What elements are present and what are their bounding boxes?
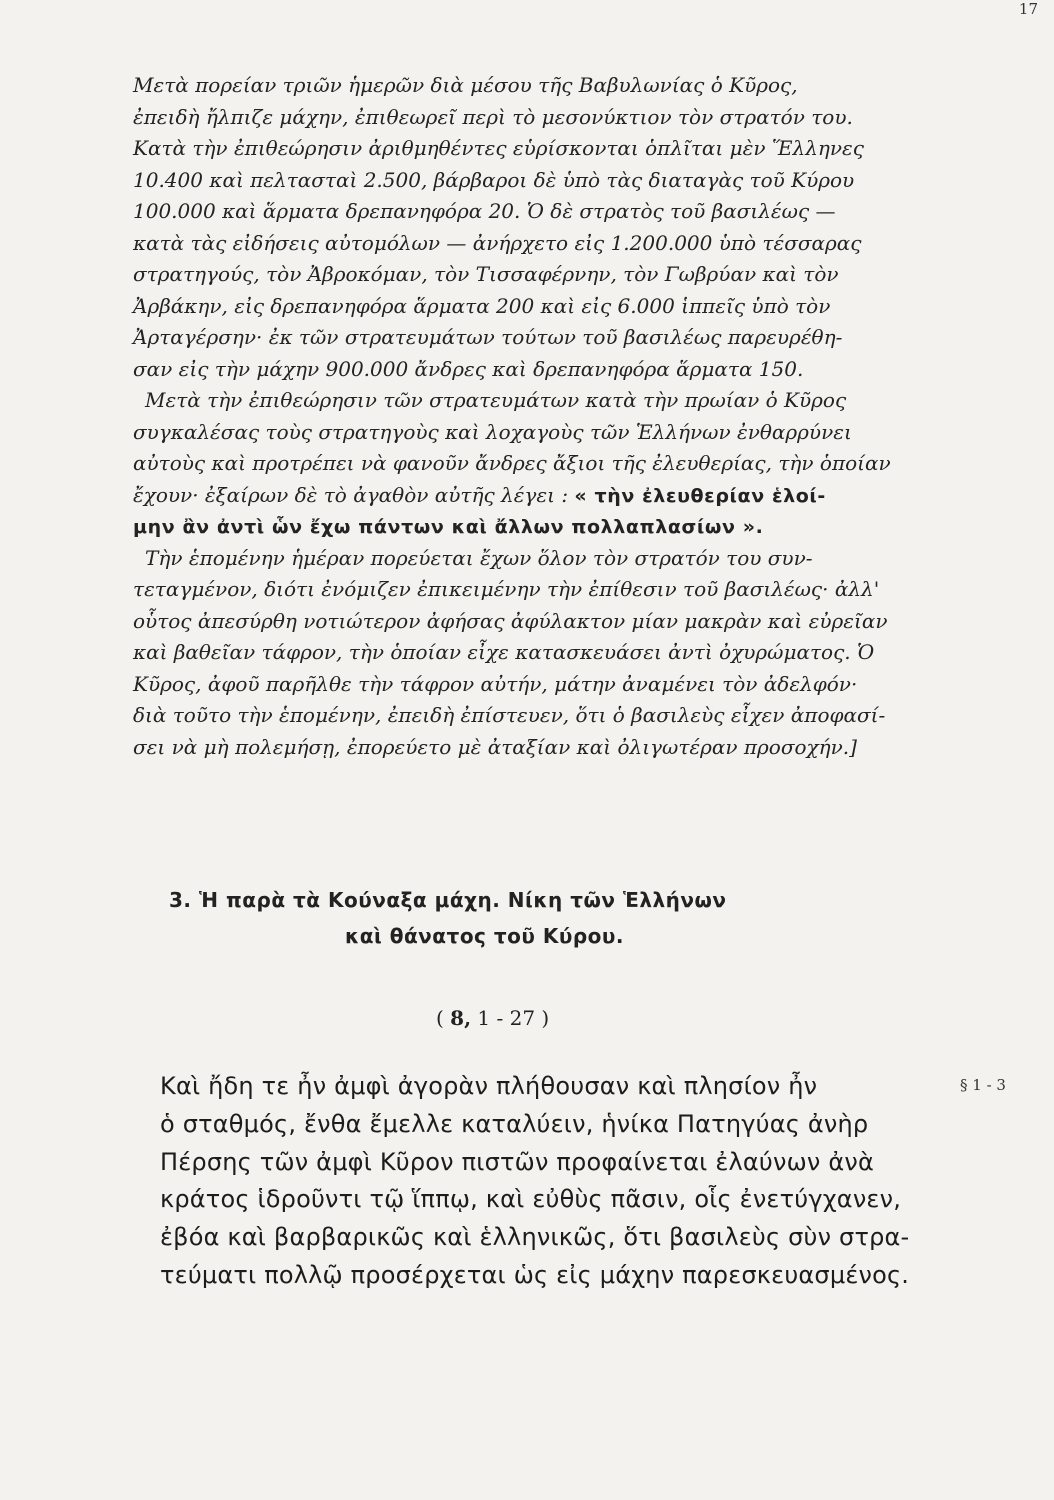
summary-line: Κατὰ τὴν ἐπιθεώρησιν ἀριθμηθέντες εὑρίσκονται ὁπλῖται μὲν Ἕλληνες xyxy=(133,136,864,160)
summary-line: τεταγμένον, διότι ἐνόμιζεν ἐπικειμένην τὴν ἐπίθεσιν τοῦ βασιλέως· ἀλλ' xyxy=(133,577,880,601)
text-line: Πέρσης τῶν ἀμφὶ Κῦρον πιστῶν προφαίνεται ἐλαύνων ἀνὰ xyxy=(160,1147,874,1176)
text-line: ἐβόα καὶ βαρβαρικῶς καὶ ἑλληνικῶς, ὅτι βασιλεὺς σὺν στρα- xyxy=(160,1223,910,1252)
summary-line: ἐπειδὴ ἤλπιζε μάχην, ἐπιθεωρεῖ περὶ τὸ μεσονύκτιον τὸν στρατόν του. xyxy=(133,104,853,129)
summary-line: οὗτος ἀπεσύρθη νοτιώτερον ἀφήσας ἀφύλακτον μίαν μακρὰν καὶ εὐρεῖαν xyxy=(133,608,888,633)
summary-line: Μετὰ τὴν ἐπιθεώρησιν τῶν στρατευμάτων κατὰ τὴν πρωίαν ὁ Κῦρος xyxy=(145,388,847,412)
summary-line: Ἀρταγέρσην· ἐκ τῶν στρατευμάτων τούτων τοῦ βασιλέως παρευρέθη- xyxy=(133,325,843,349)
original-text xyxy=(160,1068,940,1295)
summary-line: Μετὰ πορείαν τριῶν ἡμερῶν διὰ μέσου τῆς Βαβυλωνίας ὁ Κῦρος, xyxy=(133,73,798,97)
quote-bold: « τὴν ἐλευθερίαν ἑλοί- xyxy=(574,484,826,507)
summary-line: κατὰ τὰς εἰδήσεις αὐτομόλων — ἀνήρχετο εἰς 1.200.000 ὑπὸ τέσσαρας xyxy=(133,230,862,255)
section-heading-line: 3. Ἡ παρὰ τὰ Κούναξα μάχη. Νίκη τῶν Ἑλλήνων xyxy=(169,888,727,912)
summary-paragraph xyxy=(133,70,933,763)
passage-reference xyxy=(436,1006,549,1030)
text-line: Καὶ ἤδη τε ἦν ἀμφὶ ἀγορὰν πλήθουσαν καὶ πλησίον ἦν xyxy=(160,1072,818,1100)
reference-range: 1 - 27 ) xyxy=(471,1006,550,1030)
margin-section-note: § 1 - 3 xyxy=(960,1076,1006,1094)
page-number: 17 xyxy=(1018,0,1038,18)
summary-line: διὰ τοῦτο τὴν ἑπομένην, ἐπειδὴ ἐπίστευεν, ὅτι ὁ βασιλεὺς εἶχεν ἀποφασί- xyxy=(133,703,886,727)
quote-line xyxy=(133,511,933,543)
summary-line: Τὴν ἑπομένην ἡμέραν πορεύεται ἔχων ὅλον τὸν στρατόν του συν- xyxy=(145,545,813,570)
summary-line: 100.000 καὶ ἅρματα δρεπανηφόρα 20. Ὁ δὲ στρατὸς τοῦ βασιλέως — xyxy=(133,199,836,223)
summary-line: Κῦρος, ἀφοῦ παρῆλθε τὴν τάφρον αὐτήν, μάτην ἀναμένει τὸν ἀδελφόν· xyxy=(133,671,858,696)
quote-prefix: ἔχουν· ἐξαίρων δὲ τὸ ἀγαθὸν αὐτῆς λέγει : xyxy=(133,482,575,507)
summary-line: αὐτοὺς καὶ προτρέπει νὰ φανοῦν ἄνδρες ἄξιοι τῆς ἐλευθερίας, τὴν ὁποίαν xyxy=(133,451,891,475)
summary-line: σει νὰ μὴ πολεμήσῃ, ἐπορεύετο μὲ ἀταξίαν καὶ ὀλιγωτέραν προσοχήν.] xyxy=(133,734,857,759)
summary-line: Ἀρβάκην, εἰς δρεπανηφόρα ἅρματα 200 καὶ εἰς 6.000 ἱππεῖς ὑπὸ τὸν xyxy=(133,293,831,318)
text-line: ὁ σταθμός, ἔνθα ἔμελλε καταλύειν, ἡνίκα Πατηγύας ἀνὴρ xyxy=(160,1109,869,1138)
summary-line: στρατηγούς, τὸν Ἀβροκόμαν, τὸν Τισσαφέρνην, τὸν Γωβρύαν καὶ τὸν xyxy=(133,262,839,286)
quote-bold: μην ἂν ἀντὶ ὧν ἔχω πάντων καὶ ἄλλων πολλαπλασίων ». xyxy=(133,516,764,538)
summary-line: 10.400 καὶ πελτασταὶ 2.500, βάρβαροι δὲ ὑπὸ τὰς διαταγὰς τοῦ Κύρου xyxy=(133,167,855,192)
reference-open: ( xyxy=(436,1006,451,1030)
quote-line xyxy=(133,480,933,512)
reference-book: 8, xyxy=(450,1006,472,1030)
summary-line: συγκαλέσας τοὺς στρατηγοὺς καὶ λοχαγοὺς τῶν Ἑλλήνων ἐνθαρρύνει xyxy=(133,419,852,444)
section-heading-line: καὶ θάνατος τοῦ Κύρου. xyxy=(345,924,625,948)
section-heading xyxy=(133,882,933,954)
text-line: κράτος ἱδροῦντι τῷ ἵππῳ, καὶ εὐθὺς πᾶσιν, οἷς ἐνετύγχανεν, xyxy=(160,1185,902,1214)
summary-line: καὶ βαθεῖαν τάφρον, τὴν ὁποίαν εἶχε κατασκευάσει ἀντὶ ὀχυρώματος. Ὁ xyxy=(133,640,875,664)
text-line: τεύματι πολλῷ προσέρχεται ὡς εἰς μάχην παρεσκευασμένος. xyxy=(160,1260,910,1289)
summary-line: σαν εἰς τὴν μάχην 900.000 ἄνδρες καὶ δρεπανηφόρα ἅρματα 150. xyxy=(133,356,804,381)
